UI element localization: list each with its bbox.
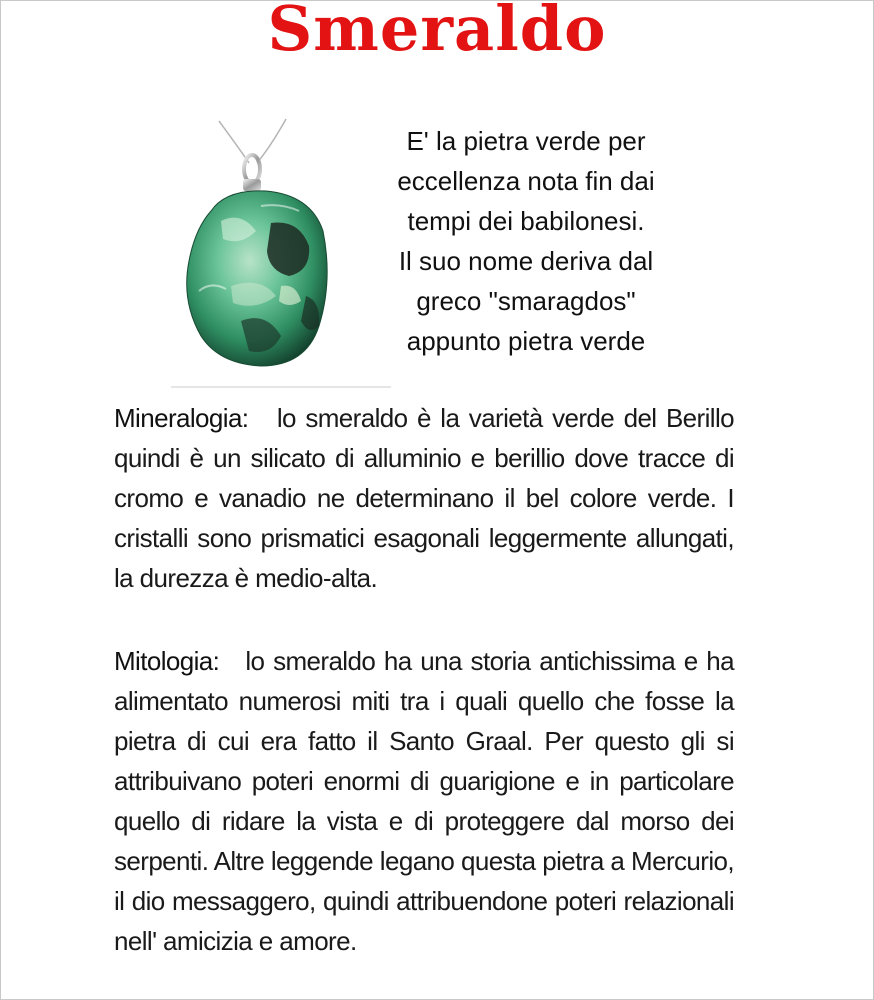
intro-line: greco "smaragdos" [416,286,636,316]
mineralogia-label: Mineralogia: [114,403,249,433]
mineralogia-section [114,398,734,598]
mitologia-label: Mitologia: [114,646,220,676]
intro-line: eccellenza nota fin dai [397,166,655,196]
mitologia-text: lo smeraldo ha una storia antichissima e ha alimentato numerosi miti tra i quali quello che fosse la pietra di cui era fatto il Santo Graal. Per questo gli si attribuivano poteri enormi di guarigione e in particolare quello di ridare la vista e di proteggere dal morso dei serpenti. Altre leggende legano questa pietra a Mercurio, il dio messaggero, quindi attribuendone poteri relazionali nell' amicizia e amore. [114,646,735,956]
intro-text [361,121,691,361]
page-title: Smeraldo [267,0,607,65]
intro-line: Il suo nome deriva dal [398,246,654,276]
intro-line: tempi dei babilonesi. [407,206,645,236]
intro-line: appunto pietra verde [406,326,646,356]
mitologia-section [114,641,734,961]
mineralogia-text: lo smeraldo è la varietà verde del Berillo quindi è un silicato di alluminio e berillio dove tracce di cromo e vanadio ne determinano il bel colore verde. I cristalli sono prismatici esagonali leggermente allungati, la durezza è medio-alta. [114,403,734,593]
intro-line: E' la pietra verde per [406,126,646,156]
